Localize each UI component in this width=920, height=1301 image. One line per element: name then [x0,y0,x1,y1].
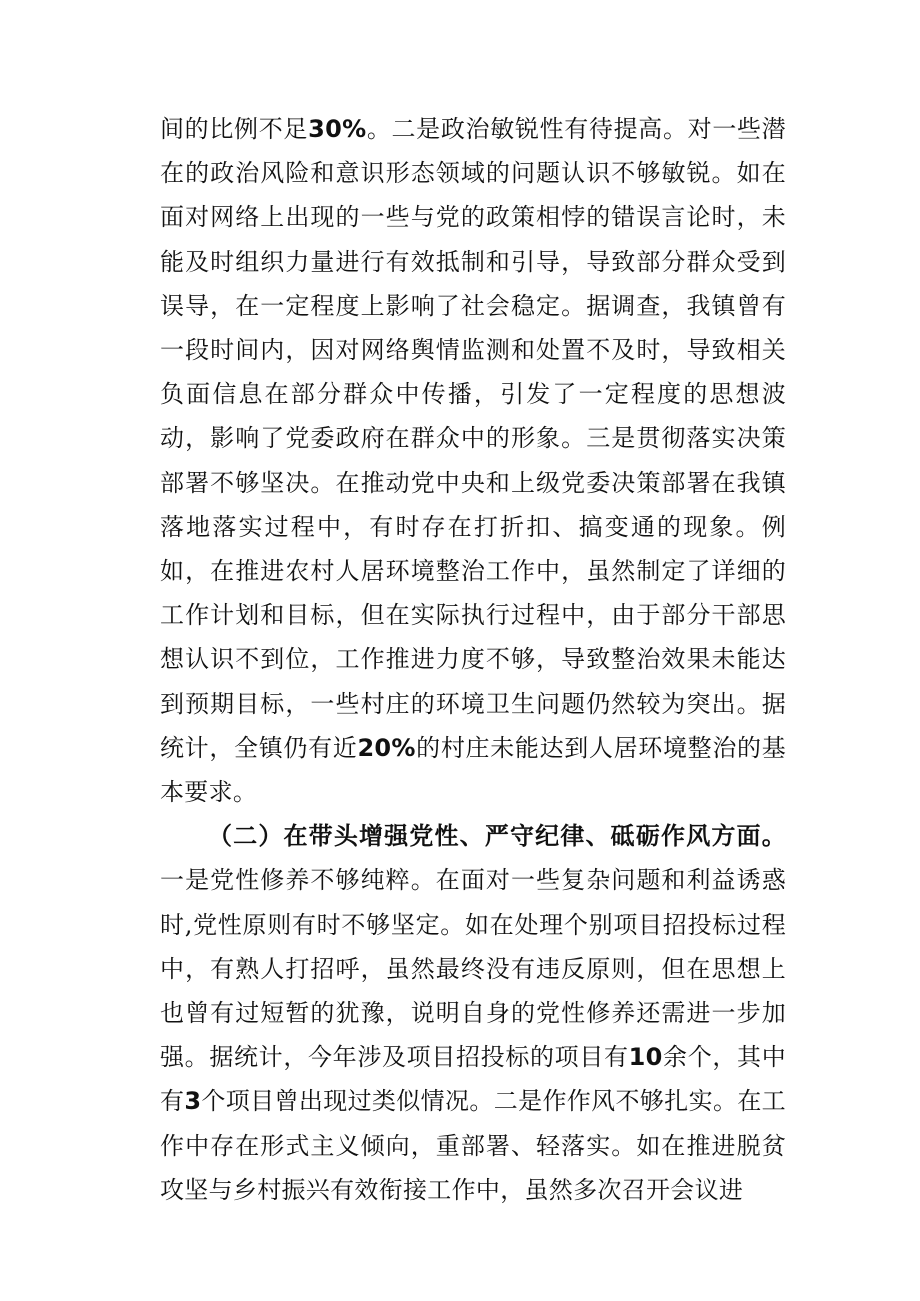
paragraph-2-text-b: 余个，其中有 [160,1043,787,1116]
paragraph-2 [160,814,786,1212]
number-10: 10 [628,1043,663,1072]
paragraph-2-text-a: 一是党性修养不够纯粹。在面对一些复杂问题和利益诱惑时,党性原则有时不够坚定。如在处理个别项目招投标过程中，有熟人打招呼，虽然最终没有违反原则，但在思想上也曾有过短暂的犹豫，说明自身的党性修养还需进一步加强。据统计，今年涉及项目招投标的项目有 [160,866,786,1072]
paragraph-1-text-c: 的村庄未能达到人居环境整治的基本要求。 [160,733,786,807]
paragraph-1 [160,107,786,814]
paragraph-2-text-c: 个项目曾出现过类似情况。二是作作风不够扎实。在工作中存在形式主义倾向，重部署、轻落实。如在推进脱贫攻坚与乡村振兴有效衔接工作中，虽然多次召开会议进 [160,1087,786,1204]
percent-20: 20% [357,733,416,762]
paragraph-1-text-a: 间的比例不足 [160,115,309,143]
paragraph-1-text-b: 。二是政治敏锐性有待提高。对一些潜在的政治风险和意识形态领域的问题认识不够敏锐。如在面对网络上出现的一些与党的政策相悖的错误言论时，未能及时组织力量进行有效抵制和引导，导致部分群众受到误导，在一定程度上影响了社会稳定。据调查，我镇曾有一段时间内，因对网络舆情监测和处置不及时，导致相关负面信息在部分群众中传播，引发了一定程度的思想波动，影响了党委政府在群众中的形象。三是贯彻落实决策部署不够坚决。在推动党中央和上级党委决策部署在我镇落地落实过程中，有时存在打折扣、搞变通的现象。例如，在推进农村人居环境整治工作中，虽然制定了详细的工作计划和目标，但在实际执行过程中，由于部分干部思想认识不到位，工作推进力度不够，导致整治效果未能达到预期目标，一些村庄的环境卫生问题仍然较为突出。据统计，全镇仍有近 [160,115,786,762]
document-body [160,107,786,1212]
section-heading: （二）在带头增强党性、严守纪律、砥砺作风方面。 [208,822,786,851]
percent-30: 30% [308,115,367,143]
number-3: 3 [184,1087,202,1116]
